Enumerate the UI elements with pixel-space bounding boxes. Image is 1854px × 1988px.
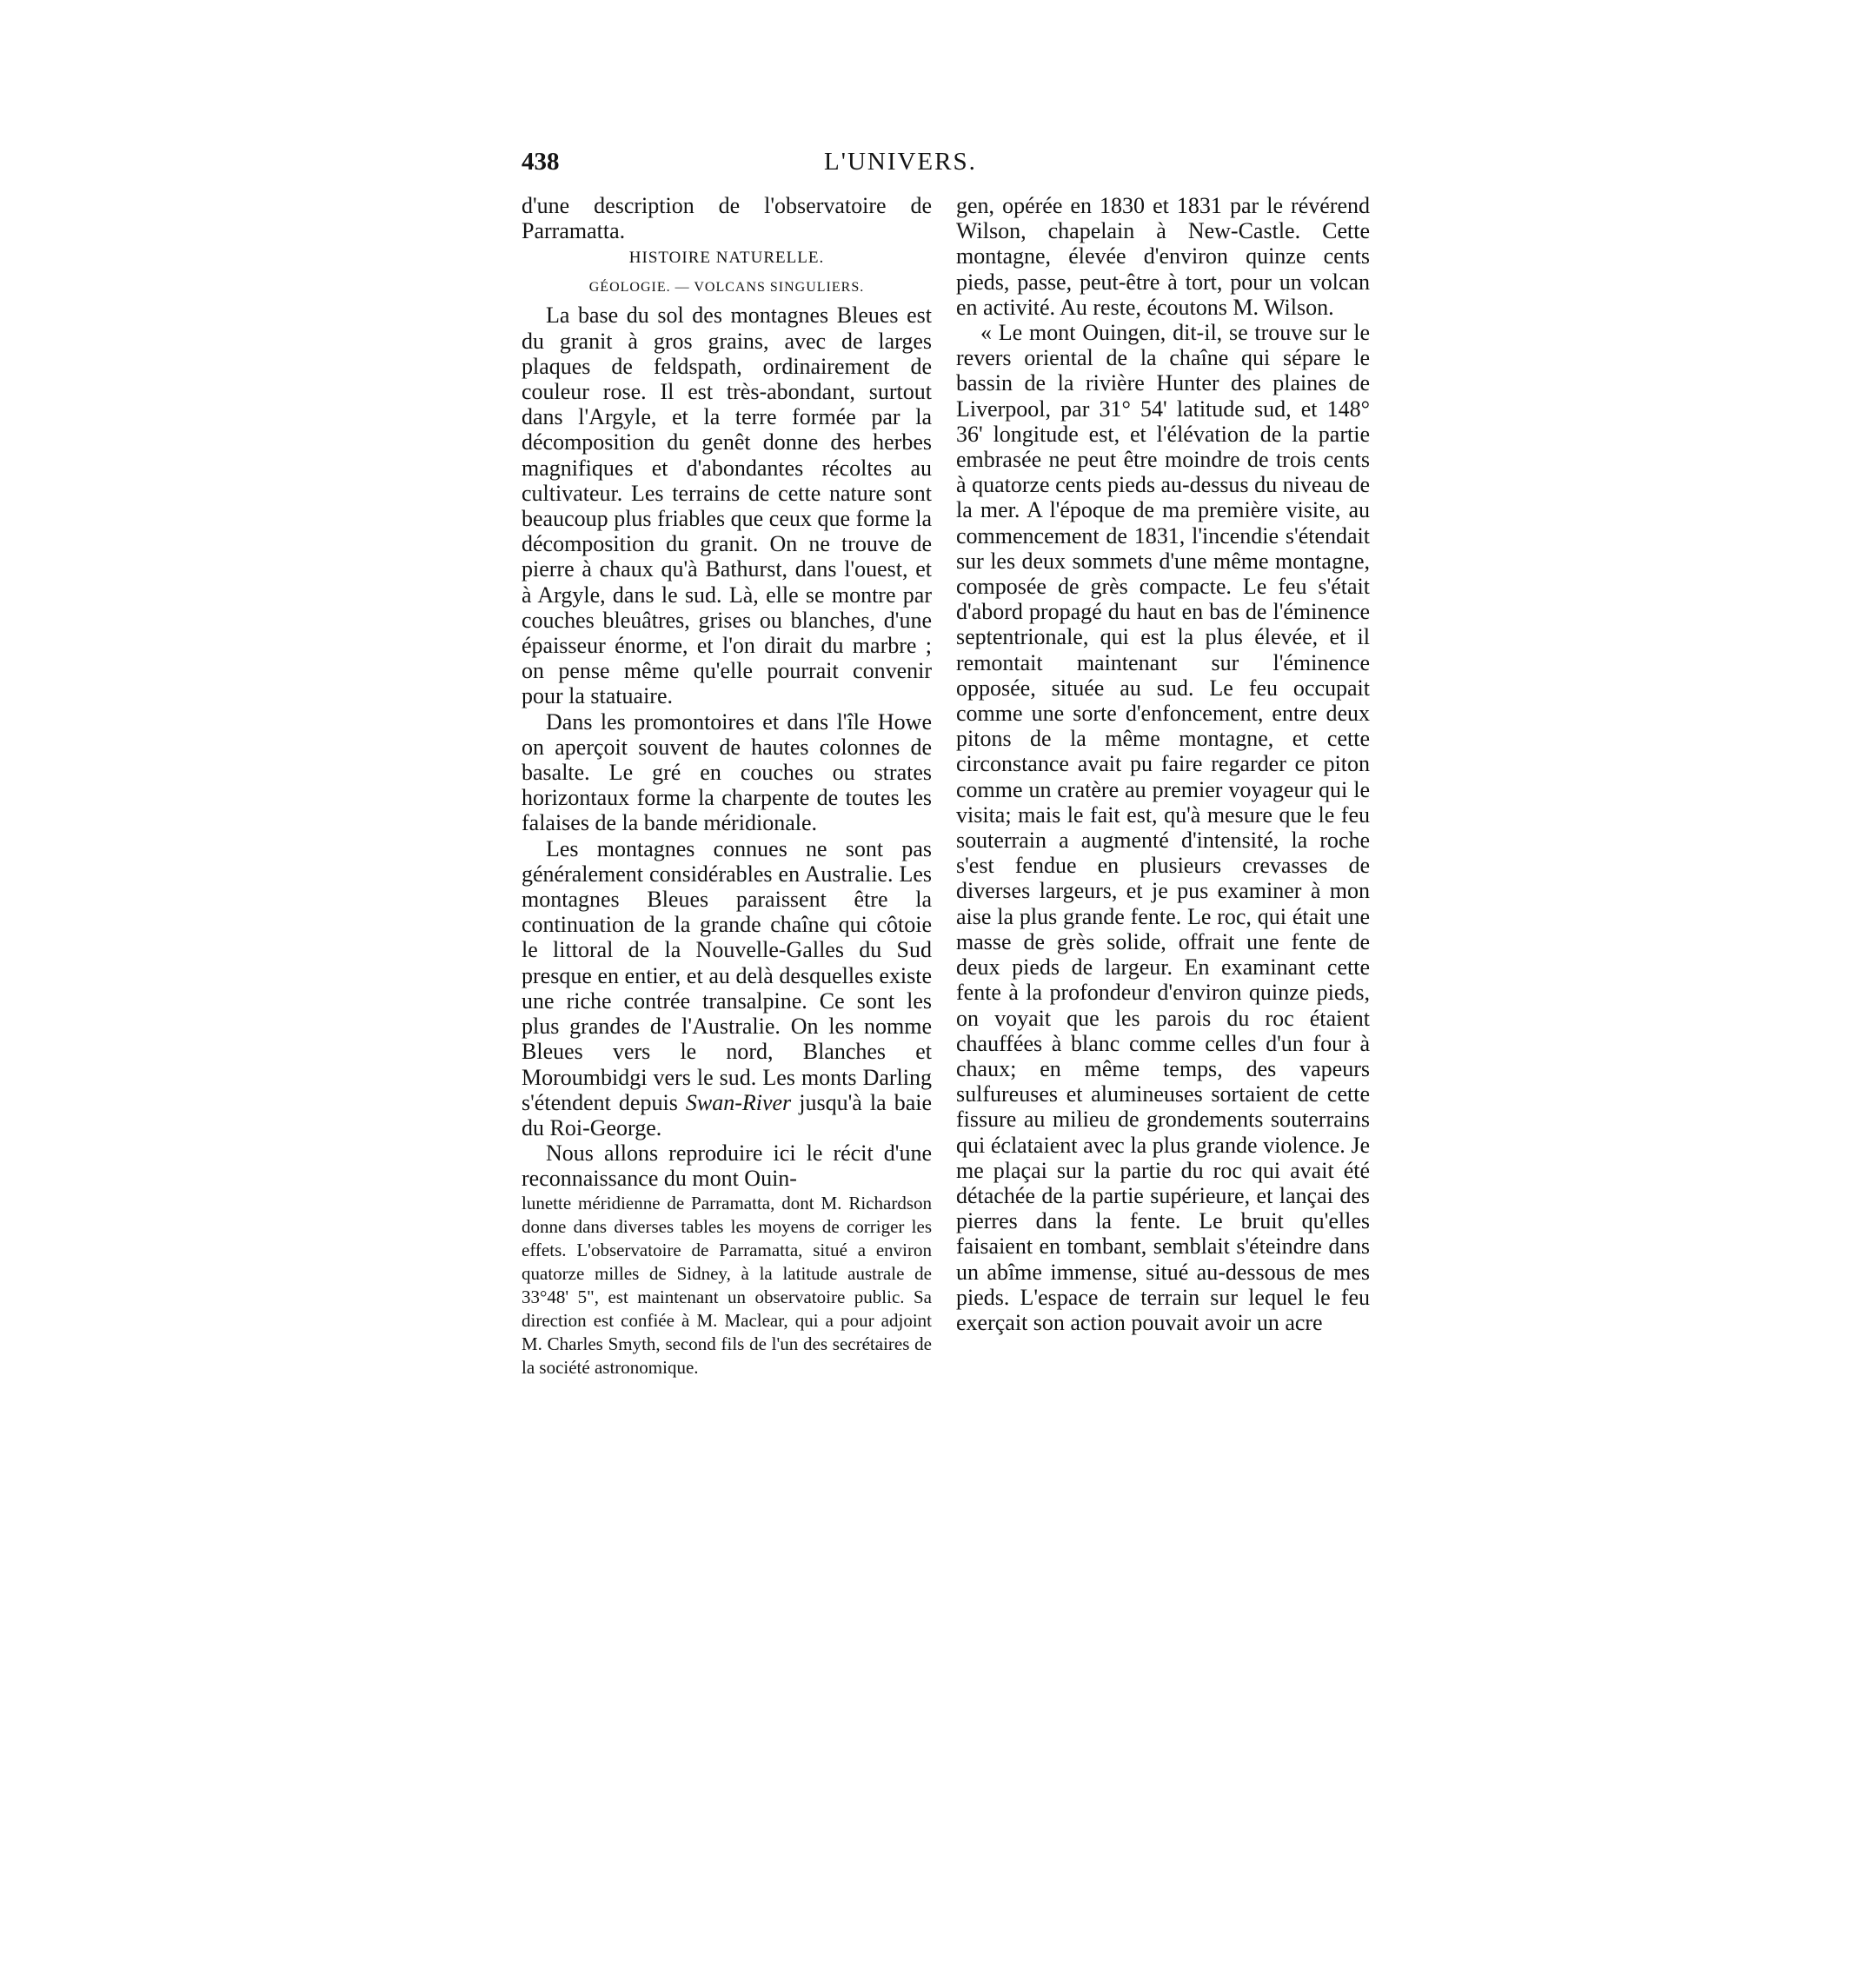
running-title: L'UNIVERS. — [824, 148, 977, 176]
paragraph-mountains — [522, 836, 932, 1140]
footnote: lunette méridienne de Parramatta, dont M. Richardson donne dans diverses tables les moyens de corriger les effets. L'observatoire de Parramatta, situé a environ quatorze milles de Sidney, à la latitude australe de 33°48' 5", est maintenant un observatoire public. Sa direction est confiée à M. Maclear, qui a pour adjoint M. Charles Smyth, second fils de l'un des secrétaires de la société astronomique. — [522, 1192, 932, 1378]
running-header — [522, 144, 1391, 179]
section-title: HISTOIRE NATURELLE. — [628, 249, 825, 268]
paragraph-granite: La base du sol des montagnes Bleues est du granit à gros grains, avec de larges plaques de feldspath, ordinairement de couleur rose. Il est très-abondant, surtout dans l'Argyle, et la terre formée par la décomposition du genêt donne des herbes magnifiques et d'abondantes récoltes au cultivateur. Les terrains de cette nature sont beaucoup plus friables que ceux que forme la décomposition du granit. On ne trouve de pierre à chaux qu'à Bathurst, dans l'ouest, et à Argyle, dans le sud. Là, elle se montre par couches bleuâtres, grises ou blanches, d'une épaisseur énorme, et l'on dirait du marbre ; on pense même qu'elle pourrait convenir pour la statuaire. — [522, 303, 932, 709]
right-column — [956, 193, 1370, 1335]
paragraph-mountains-end: jusqu'à la baie du Roi-George. — [522, 1089, 932, 1140]
left-column — [522, 193, 932, 1380]
paragraph-mountains-text: Les montagnes connues ne sont pas généralement considérables en Australie. Les montagnes Bleues paraissent être la continuation de la grande chaîne qui côtoie le littoral de la Nouvelle-Galles du Sud presque en entier, et au delà desquelles existe une riche contrée transalpine. Ce sont les plus grandes de l'Australie. On les nomme Bleues vers le nord, Blanches et Moroumbidgi vers le sud. Les monts Darling s'étendent depuis — [522, 835, 932, 1115]
page-number: 438 — [522, 148, 560, 176]
paragraph-wilson-intro: gen, opérée en 1830 et 1831 par le révérend Wilson, chapelain à New-Castle. Cette montagne, élevée d'environ quinze cents pieds, passe, peut-être à tort, pour un volcan en activité. Au reste, écoutons M. Wilson. — [956, 193, 1370, 320]
paragraph-wilson-account: « Le mont Ouingen, dit-il, se trouve sur le revers oriental de la chaîne qui sépare le bassin de la rivière Hunter des plaines de Liverpool, par 31° 54' latitude sud, et 148° 36' longitude est, et l'élévation de la partie embrasée ne peut être moindre de trois cents à quatorze cents pieds au-dessus du niveau de la mer. A l'époque de ma première visite, au commencement de 1831, l'incendie s'étendait sur les deux sommets d'une même montagne, composée de grès compacte. Le feu s'était d'abord propagé du haut en bas de l'éminence septentrionale, qui est la plus élevée, et il remontait maintenant sur l'éminence opposée, située au sud. Le feu occupait comme une sorte d'enfoncement, entre deux pitons de la même montagne, et cette circonstance avait pu faire regarder ce piton comme un cratère au premier voyageur qui le visita; mais le fait est, qu'à mesure que le feu souterrain a augmenté d'intensité, la roche s'est fendue en plusieurs crevasses de diverses largeurs, et je pus examiner à mon aise la plus grande fente. Le roc, qui était une masse de grès solide, offrait une fente de deux pieds de largeur. En examinant cette fente à la profondeur d'environ quinze pieds, on voyait que les parois du roc étaient chauffées à blanc comme celles d'un four à chaux; en même temps, des vapeurs sulfureuses et alumineuses sortaient de cette fissure au milieu de grondements souterrains qui éclataient avec la plus grande violence. Je me plaçai sur la partie du roc qui avait été détachée de la partie supérieure, et lançai des pierres dans la fente. Le bruit qu'elles faisaient en tombant, semblait s'éteindre dans un abîme immense, situé au-dessous de mes pieds. L'espace de terrain sur lequel le feu exerçait son action pouvait avoir un acre — [956, 320, 1370, 1335]
subsection-title: GÉOLOGIE. — VOLCANS SINGULIERS. — [588, 280, 865, 296]
intro-line: d'une description de l'observatoire de Parramatta. — [522, 193, 932, 244]
swan-river-italic: Swan-River — [685, 1089, 792, 1115]
paragraph-reconnaissance: Nous allons reproduire ici le récit d'une reconnaissance du mont Ouin- — [522, 1140, 932, 1192]
paragraph-basalt: Dans les promontoires et dans l'île Howe on aperçoit souvent de hautes colonnes de basalte. Le gré en couches ou strates horizontaux forme la charpente de toutes les falaises de la bande méridionale. — [522, 708, 932, 836]
